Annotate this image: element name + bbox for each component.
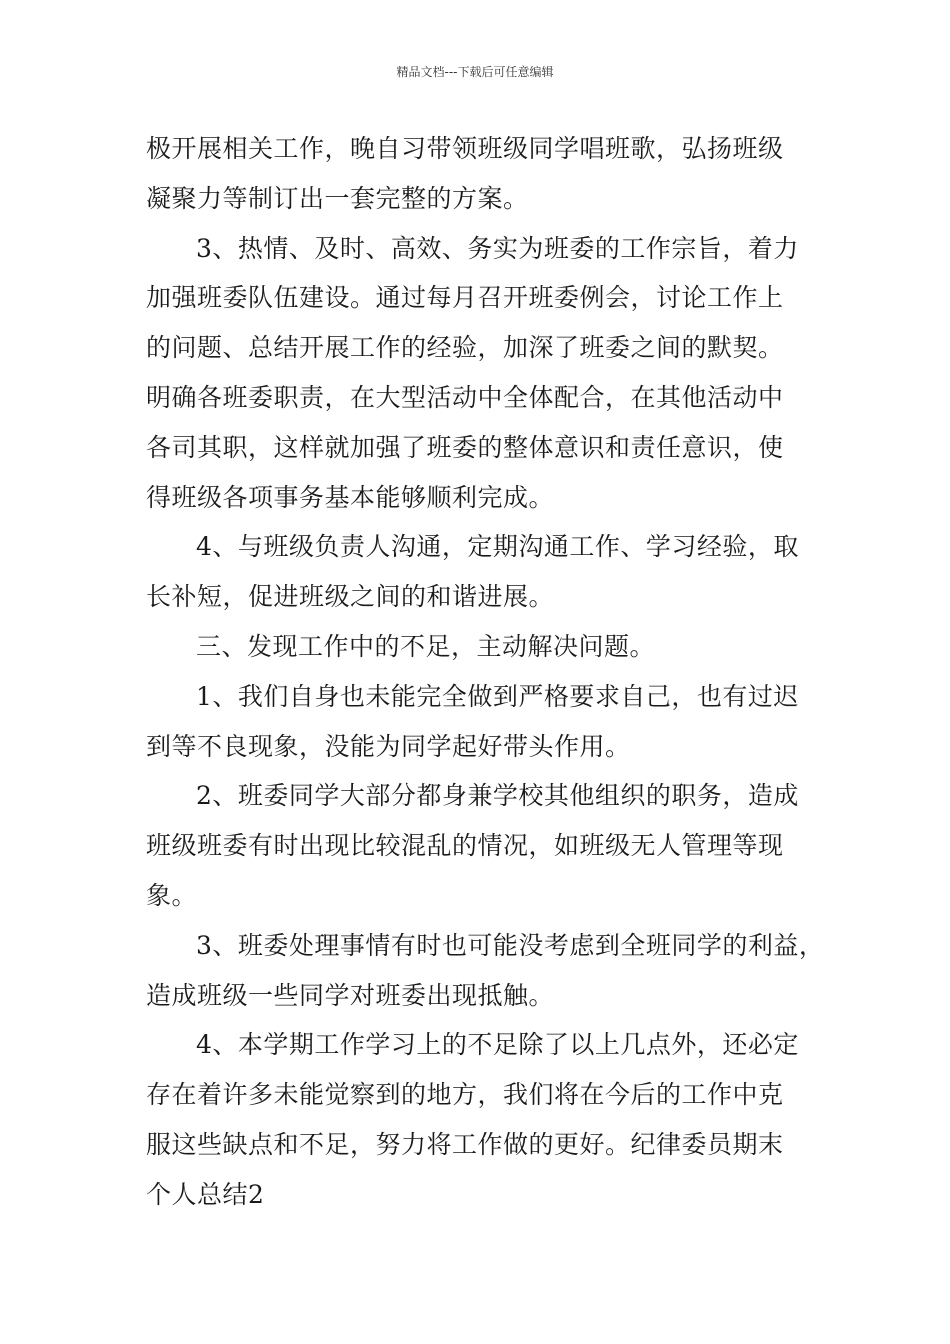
text-line: 加强班委队伍建设。通过每月召开班委例会，讨论工作上 [146, 283, 784, 313]
text-line: 的问题、总结开展工作的经验，加深了班委之间的默契。 [146, 333, 784, 363]
text-line: 极开展相关工作，晚自习带领班级同学唱班歌，弘扬班级 [146, 134, 784, 163]
text-line: 长补短，促进班级之间的和谐进展。 [146, 582, 555, 612]
text-line: 得班级各项事务基本能够顺利完成。 [146, 482, 555, 512]
text-line: 4、本学期工作学习上的不足除了以上几点外，还必定 [196, 1030, 799, 1060]
text-line: 凝聚力等制订出一套完整的方案。 [146, 183, 529, 213]
text-line: 明确各班委职责，在大型活动中全体配合，在其他活动中 [146, 382, 784, 412]
text-line: 3、热情、及时、高效、务实为班委的工作宗旨，着力 [196, 233, 799, 263]
text-line: 各司其职，这样就加强了班委的整体意识和责任意识，使 [146, 432, 784, 462]
text-line: 到等不良现象，没能为同学起好带头作用。 [146, 731, 631, 761]
page-header: 精品文档---下载后可任意编辑 [396, 65, 554, 79]
text-line: 1、我们自身也未能完全做到严格要求自己，也有过迟 [196, 681, 799, 711]
text-line: 存在着许多未能觉察到的地方，我们将在今后的工作中克 [146, 1080, 784, 1110]
text-line: 个人总结2 [146, 1179, 265, 1209]
text-line: 造成班级一些同学对班委出现抵触。 [146, 980, 555, 1010]
text-line: 4、与班级负责人沟通，定期沟通工作、学习经验，取 [196, 532, 799, 562]
text-line: 2、班委同学大部分都身兼学校其他组织的职务，造成 [196, 781, 799, 811]
text-line: 服这些缺点和不足，努力将工作做的更好。纪律委员期末 [146, 1129, 784, 1159]
text-line: 象。 [146, 880, 198, 910]
text-line: 三、发现工作中的不足，主动解决问题。 [196, 631, 656, 661]
body-text [146, 124, 830, 1220]
text-line: 班级班委有时出现比较混乱的情况，如班级无人管理等现 [146, 831, 784, 861]
text-line: 3、班委处理事情有时也可能没考虑到全班同学的利益， [196, 930, 825, 960]
